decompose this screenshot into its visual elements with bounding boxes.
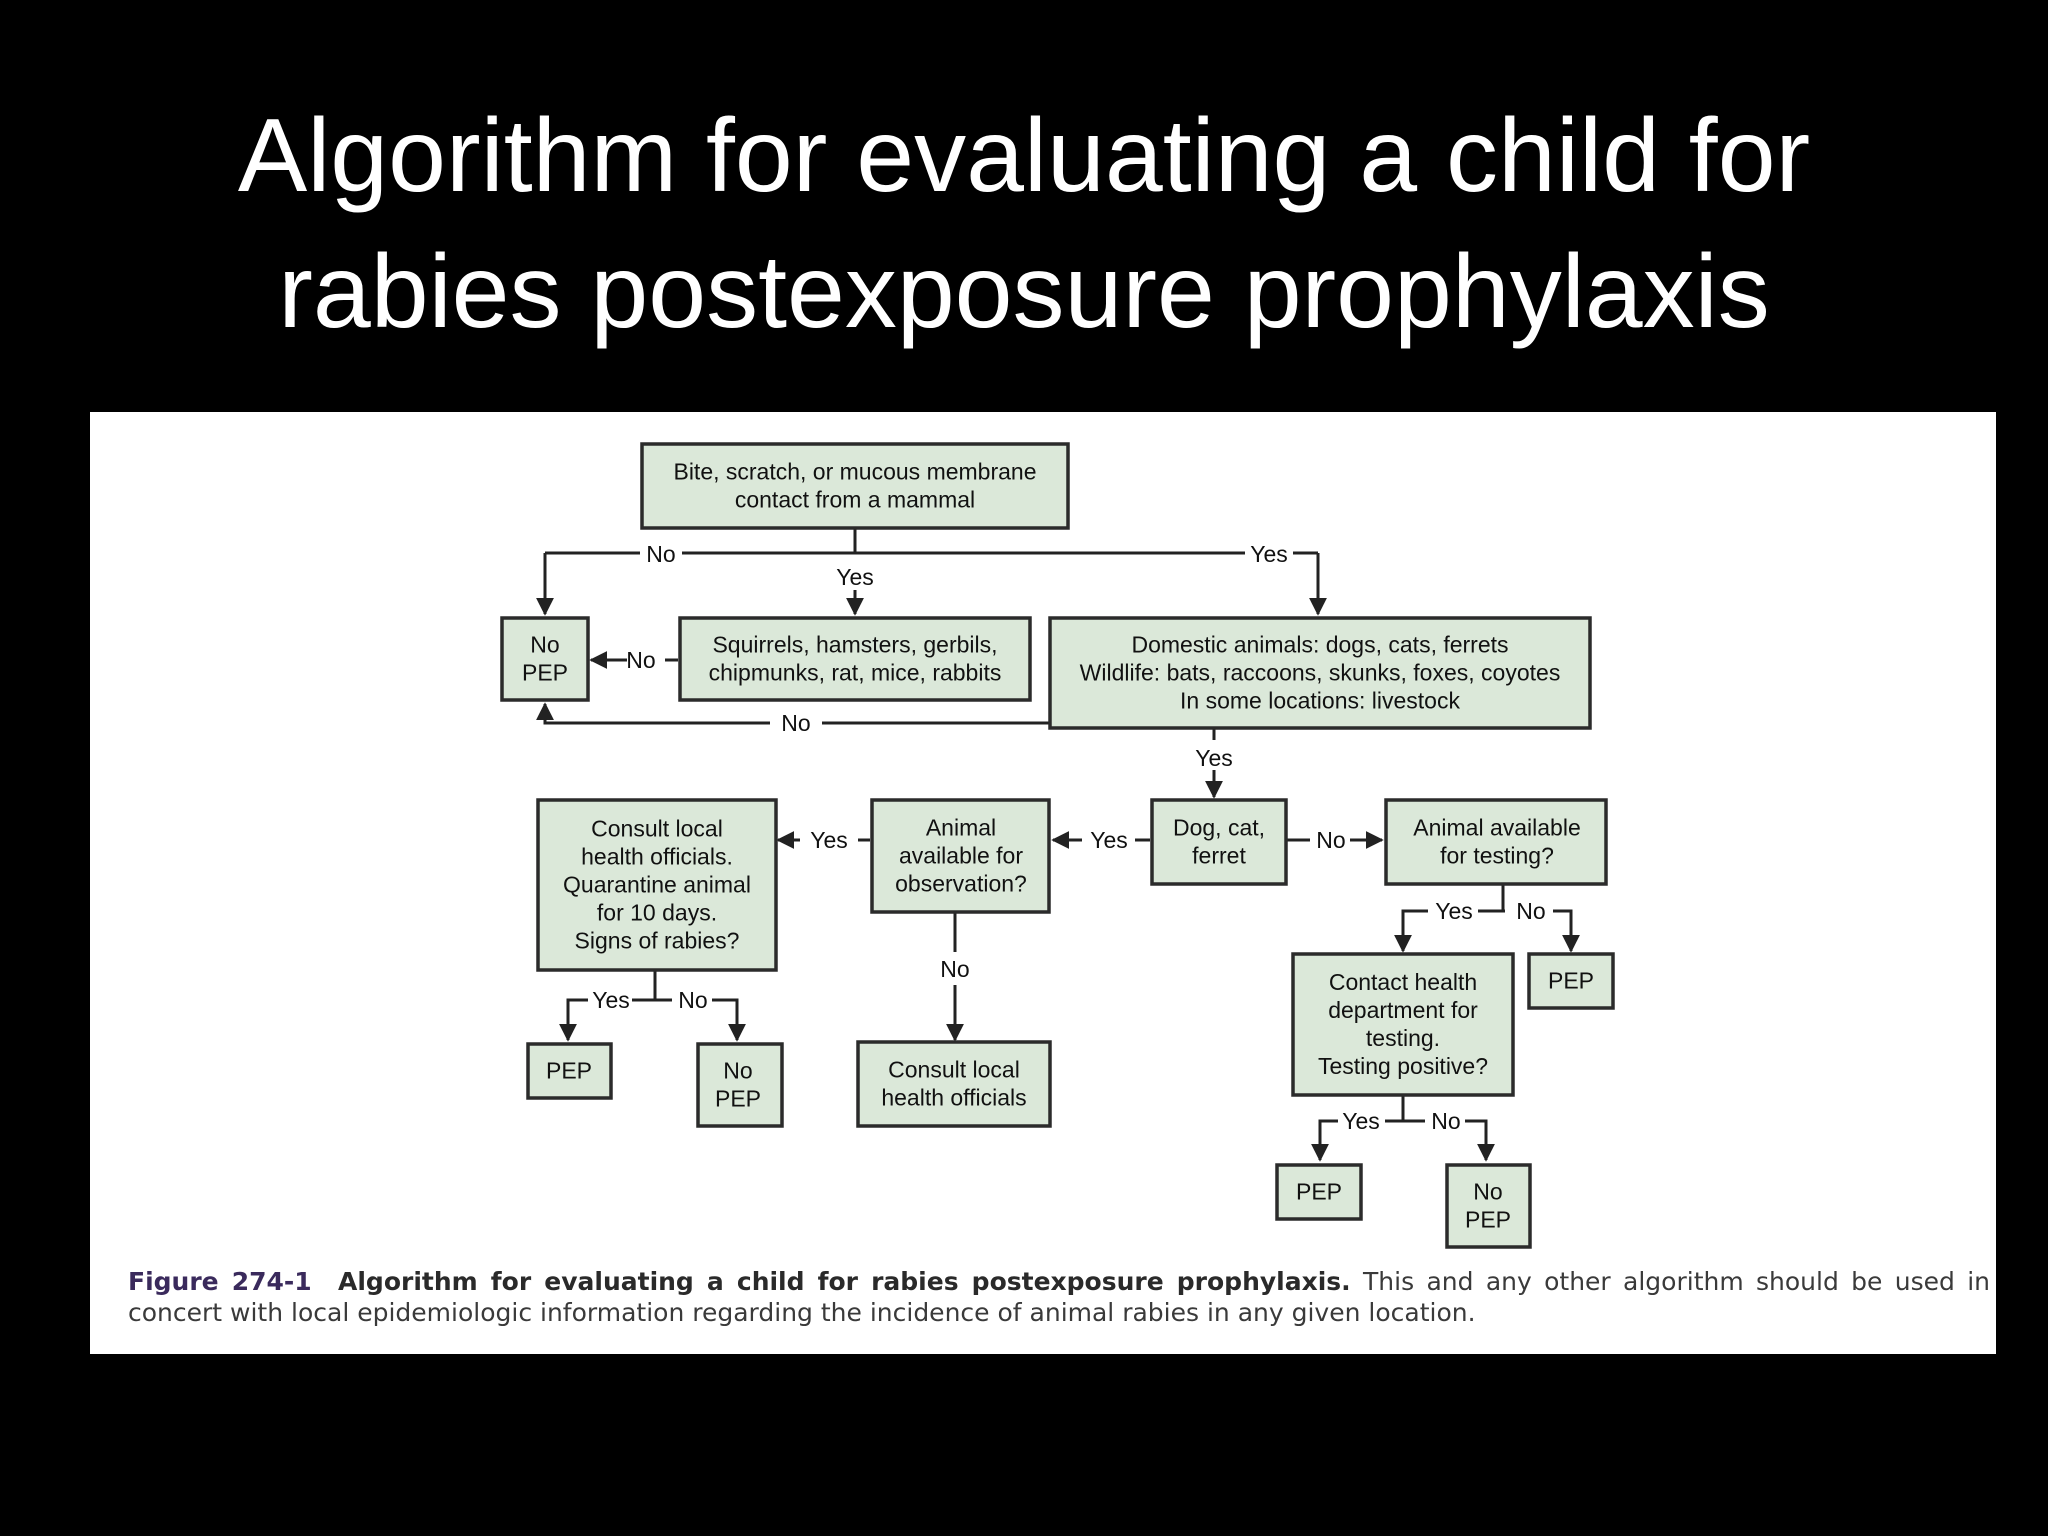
node-text-line: Wildlife: bats, raccoons, skunks, foxes, coyotes [1079, 659, 1561, 686]
node-pep-right [1529, 954, 1613, 1008]
edge-label-domestic-yes: Yes [1195, 745, 1233, 771]
node-text-line: Bite, scratch, or mucous membrane [673, 458, 1037, 485]
node-text-line: PEP [521, 659, 569, 686]
node-dog-cat-ferret [1152, 800, 1286, 884]
node-text-line: No [530, 631, 560, 658]
node-available-testing [1386, 800, 1606, 884]
node-domestic-wildlife [1050, 618, 1590, 728]
edge-label-exposure-yes-mid: Yes [836, 564, 874, 590]
node-text-line: Animal [925, 814, 997, 841]
node-text-line: health officials [881, 1084, 1027, 1111]
node-text-line: PEP [1464, 1206, 1512, 1233]
node-text-line: available for [898, 842, 1024, 869]
connector [1465, 1121, 1486, 1160]
slide-title-line-2: rabies postexposure prophylaxis [278, 234, 1770, 350]
node-text-line: for 10 days. [596, 899, 718, 926]
node-pep-left [528, 1044, 611, 1098]
node-text-line: No [723, 1057, 753, 1084]
node-text-line: health officials. [581, 843, 733, 870]
node-pep-bottom [1277, 1165, 1361, 1219]
connector [568, 1000, 588, 1040]
edge-label-positive-no: No [1431, 1108, 1461, 1134]
node-text-line: Consult local [591, 815, 723, 842]
edge-label-quarantine-no: No [678, 987, 708, 1013]
node-text-line: PEP [545, 1057, 593, 1084]
node-text-line: department for [1328, 996, 1478, 1023]
figure-caption-lead: Algorithm for evaluating a child for rabies postexposure prophylaxis. [338, 1267, 1351, 1296]
node-quarantine [538, 800, 776, 970]
connector [712, 1000, 737, 1040]
edge-label-positive-yes: Yes [1342, 1108, 1380, 1134]
node-text-line: Dog, cat, [1172, 814, 1266, 841]
edge-label-testing-no: No [1516, 898, 1546, 924]
node-exposure [642, 444, 1068, 528]
edge-label-exposure-yes-right: Yes [1250, 541, 1288, 567]
node-text-line: Animal available [1413, 814, 1581, 841]
node-no-pep-left [698, 1044, 782, 1126]
edge-label-dog-no: No [1316, 827, 1346, 853]
node-text-line: Quarantine animal [563, 871, 751, 898]
connector [1553, 911, 1571, 951]
node-text-line: No [1473, 1178, 1503, 1205]
edge-label-rodents-no: No [626, 647, 656, 673]
node-text-line: for testing? [1440, 842, 1554, 869]
connector [1320, 1121, 1338, 1160]
node-contact-health [1293, 954, 1513, 1095]
edge-label-exposure-no: No [646, 541, 676, 567]
node-text-line: Signs of rabies? [574, 927, 740, 954]
node-text-line: observation? [895, 870, 1027, 897]
edge-label-observation-yes: Yes [810, 827, 848, 853]
figure-label: Figure 274-1 [128, 1267, 312, 1296]
node-text-line: PEP [1547, 967, 1595, 994]
node-text-line: contact from a mammal [734, 486, 976, 513]
node-text-line: Domestic animals: dogs, cats, ferrets [1131, 631, 1509, 658]
node-rodents [680, 618, 1030, 700]
edge-label-dog-yes: Yes [1090, 827, 1128, 853]
node-no-pep-bottom [1447, 1165, 1530, 1247]
node-text-line: PEP [1295, 1178, 1343, 1205]
node-text-line: Consult local [888, 1056, 1020, 1083]
node-text-line: Contact health [1328, 968, 1478, 995]
edge-label-observation-no: No [940, 956, 970, 982]
node-text-line: testing. [1365, 1024, 1441, 1051]
node-text-line: In some locations: livestock [1180, 687, 1460, 714]
node-text-line: ferret [1192, 842, 1246, 869]
edge-label-quarantine-yes: Yes [592, 987, 630, 1013]
connector [1403, 911, 1428, 951]
slide-title-line-1: Algorithm for evaluating a child for [237, 98, 1811, 214]
figure-caption-body: This and any other algorithm should be used in concert with local epidemiologic information regarding the incidence of animal rabies in any given location. [128, 1267, 1990, 1327]
node-text-line: Squirrels, hamsters, gerbils, [712, 631, 998, 658]
node-text-line: chipmunks, rat, mice, rabbits [708, 659, 1002, 686]
node-text-line: Testing positive? [1317, 1052, 1489, 1079]
edge-label-testing-yes: Yes [1435, 898, 1473, 924]
edge-label-domestic-no: No [781, 710, 811, 736]
node-text-line: PEP [714, 1085, 762, 1112]
figure-caption [128, 1266, 1990, 1328]
node-consult-local [858, 1042, 1050, 1126]
node-available-observation [872, 800, 1049, 912]
connector [545, 704, 770, 723]
node-no-pep-top [502, 618, 588, 700]
